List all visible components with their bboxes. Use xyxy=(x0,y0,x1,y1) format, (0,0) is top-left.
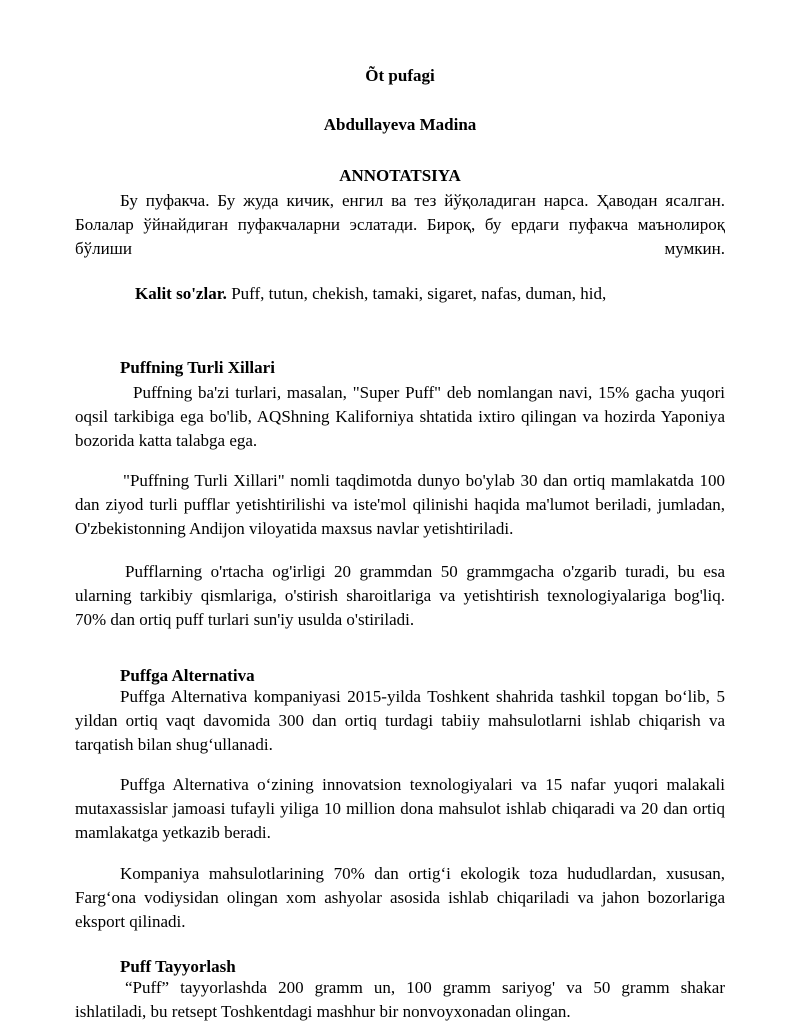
author-name: Abdullayeva Madina xyxy=(323,115,477,134)
keywords-text: Puff, tutun, chekish, tamaki, sigaret, nafas, duman, hid, xyxy=(226,284,607,303)
abstract-heading: ANNOTATSIYA xyxy=(339,166,461,185)
keywords-line xyxy=(135,284,735,304)
keywords-label: Kalit so'zlar. xyxy=(135,284,227,303)
paragraph: Pufflarning o'rtacha og'irligi 20 grammdan 50 grammgacha o'zgarib turadi, bu esa ularning tarkibiy qismlariga, o'stirish sharoitlariga va yetishtirish texnologiyalariga bog'liq. 70% dan ortiq puff turlari sun'iy usulda o'stiriladi. xyxy=(75,562,725,629)
paragraph: "Puffning Turli Xillari" nomli taqdimotda dunyo bo'ylab 30 dan ortiq mamlakatda 100 dan ziyod turli pufflar yetishtirilishi va iste'mol qilinishi haqida ma'lumot beriladi, jumladan, O'zbekistonning Andijon viloyatida maxsus navlar yetishtiriladi. xyxy=(75,471,725,538)
document-title: Õt pufagi xyxy=(365,66,435,85)
paragraph: Puffga Alternativa o‘zining innovatsion texnologiyalari va 15 nafar yuqori malakali mutaxassislar jamoasi tufayli yiliga 10 million dona mahsulot ishlab chiqaradi va 20 dan ortiq mamlakatga yetkazib beradi. xyxy=(75,775,725,842)
section-heading-puffga-alternativa: Puffga Alternativa xyxy=(120,666,255,685)
section-heading-puff-tayyorlash: Puff Tayyorlash xyxy=(120,957,236,976)
paragraph: “Puff” tayyorlashda 200 gramm un, 100 gramm sariyog' va 50 gramm shakar ishlatiladi, bu retsept Toshkentdagi mashhur bir nonvoyxonadan olingan. xyxy=(75,978,725,1021)
paragraph: Puffga Alternativa kompaniyasi 2015-yilda Toshkent shahrida tashkil topgan bo‘lib, 5 yildan ortiq vaqt davomida 300 dan ortiq turdagi tabiiy mahsulotlarni ishlab chiqarish va tarqatish bilan shug‘ullanadi. xyxy=(75,687,725,754)
paragraph: Kompaniya mahsulotlarining 70% dan ortig‘i ekologik toza hududlardan, xususan, Farg‘ona vodiysidan olingan xom ashyolar asosida ishlab chiqariladi va jahon bozorlariga eksport qilinadi. xyxy=(75,864,725,931)
section-heading-turli-xillari: Puffning Turli Xillari xyxy=(120,358,275,377)
abstract-text: Бу пуфакча. Бу жуда кичик, енгил ва тез йўқоладиган нарса. Ҳаводан ясалган. Болалар ўйнайдиган пуфакчаларни эслатади. Бироқ, бу ердаги пуфакча маънолироқ бўлиши мумкин. xyxy=(75,191,725,258)
paragraph: Puffning ba'zi turlari, masalan, "Super Puff" deb nomlangan navi, 15% gacha yuqori oqsil tarkibiga ega bo'lib, AQShning Kaliforniya shtatida ixtiro qilingan va hozirda Yaponiya bozorida katta talabga ega. xyxy=(75,383,725,450)
